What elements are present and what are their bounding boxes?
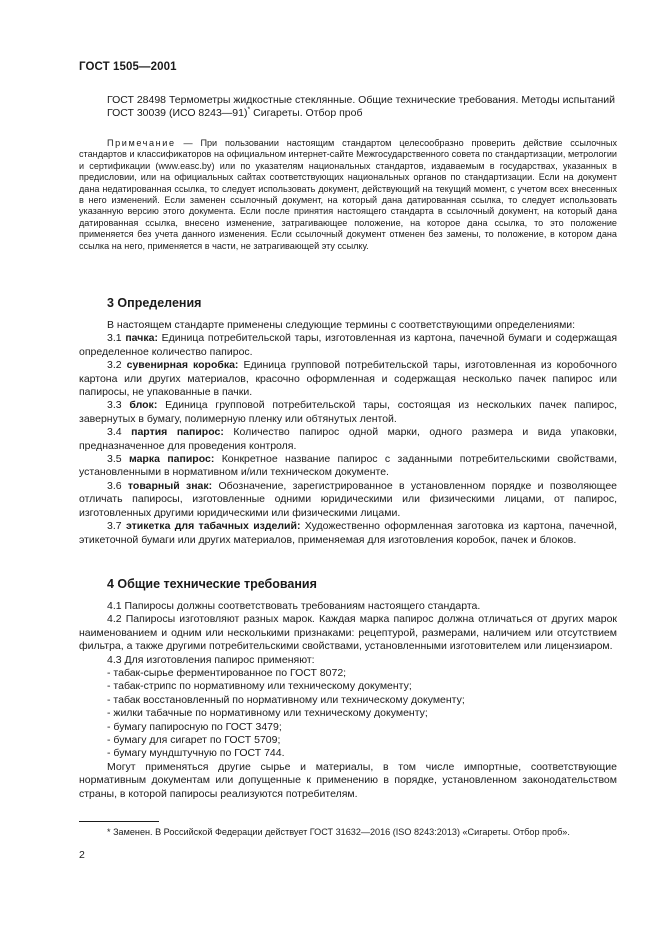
note-paragraph <box>79 138 617 252</box>
reference-item <box>79 107 617 120</box>
list-item: - бумагу для сигарет по ГОСТ 5709; <box>107 734 281 747</box>
note-block <box>79 138 617 252</box>
term-3-1: 3.1 пачка: Единица потребительской тары, изготовленная из картона, пачечной бумаги и содержащая определенное количество папирос. <box>79 332 618 358</box>
list-item: - бумагу папиросную по ГОСТ 3479; <box>107 720 282 733</box>
clause-4-3-other-materials: Могут применяться другие сырье и материалы, в том числе импортные, соответствующие нормативным документам или допущенные к применению в порядке, установленном законодательством страны, в которой папиросы реализуются потребителям. <box>79 760 617 800</box>
clause-4-1: 4.1 Папиросы должны соответствовать требованиям настоящего стандарта. <box>107 600 481 612</box>
list-item: - жилки табачные по нормативному или техническому документу; <box>107 707 428 720</box>
reference-code: ГОСТ 30039 (ИСО 8243—91) <box>107 107 248 120</box>
list-item: - табак-сырье ферментированное по ГОСТ 8072; <box>107 667 347 680</box>
term-3-7: 3.7 этикетка для табачных изделий: Художественно оформленная заготовка из картона, пачечной, этикеточной бумаги или других материалов, применяемая для изготовления коробок, пачек и блоков. <box>79 520 617 546</box>
clause-4-3: 4.3 Для изготовления папирос применяют: <box>107 653 315 666</box>
page-number: 2 <box>79 849 85 861</box>
section-4-heading-wrap <box>79 577 617 591</box>
section-3-heading-wrap <box>79 296 617 310</box>
clause-4-2: 4.2 Папиросы изготовляют разных марок. Каждая марка папирос должна отличаться от других марок наименованием и одним или несколькими признаками: рецептурой, размерами, наличием или отсутствием фильтра, а также другими потребительскими свойствами, установленными изготовителем или лицензиаром. <box>79 613 617 653</box>
footnote-divider <box>79 821 159 822</box>
reference-title: Сигареты. Отбор проб <box>253 107 363 120</box>
term-3-5: 3.5 марка папирос: Конкретное название папирос с заданными потребительскими свойствами, установленными в нормативном и/или техническом документе. <box>79 453 617 479</box>
term-3-6: 3.6 товарный знак: Обозначение, зарегистрированное в установленном порядке и позволяющее отличать папиросы, изготовленные одними юридическими или физическими лицами, от папирос, изготовленных другими юридическими или физическими лицами. <box>79 479 618 519</box>
term-3-4: 3.4 партия папирос: Количество папирос одной марки, одного размера и вида упаковки, предназначенное для проведения контроля. <box>79 426 617 452</box>
term-3-2: 3.2 сувенирная коробка: Единица групповой потребительской тары, изготовленная из коробочного картона или других материалов, красочно оформленная и содержащая несколько пачек папирос или папиросы, не упакованные в пачки. <box>79 359 617 399</box>
footnote-marker: * <box>247 106 251 114</box>
section-3-heading: 3 Определения <box>107 296 202 310</box>
note-label: Примечание <box>107 138 176 148</box>
page-header-code: ГОСТ 1505—2001 <box>79 61 177 73</box>
section-3-intro: В настоящем стандарте применены следующие термины с соответствующими определениями: <box>107 319 576 331</box>
term-3-3: 3.3 блок: Единица групповой потребительской тары, состоящая из нескольких пачек папирос, завернутых в бумагу, полимерную пленку или обтянутых лентой. <box>79 399 617 425</box>
list-item: - бумагу мундштучную по ГОСТ 744. <box>107 747 285 760</box>
materials-list <box>79 667 617 761</box>
section-4-body <box>79 600 617 801</box>
note-text: — При пользовании настоящим стандартом целесообразно проверить действие ссылочных стандартов и классификаторов на официальном интернет-сайте Межгосударственного совета по стандартизации, метрологии и сертификации (www.easc.by) или по указателям национальных стандартов, издаваемым в государствах, указанных в предисловии, или на официальных сайтах соответствующих национальных органов по стандартизации. Если на документ дана недатированная ссылка, то следует использовать документ, действующий на текущий момент, с учетом всех внесенных в него изменений. Если заменен ссылочный документ, на который дана датированная ссылка, то следует использовать указанную версию этого документа. Если после принятия настоящего стандарта в ссылочный документ, на который дана датированная ссылка, внесено изменение, затрагивающее положение, на которое дана ссылка, то это положение применяется без учета данного изменения. Если ссылочный документ отменен без замены, то положение, в котором дана ссылка на него, применяется в части, не затрагивающей эту ссылку. <box>79 138 617 251</box>
list-item: - табак восстановленный по нормативному или техническому документу; <box>107 693 465 706</box>
section-3-body <box>79 319 617 547</box>
list-item: - табак-стрипс по нормативному или техническому документу; <box>107 680 412 693</box>
normative-references <box>79 94 617 121</box>
section-4-heading: 4 Общие технические требования <box>107 577 317 591</box>
footnote-block <box>79 827 617 838</box>
footnote-text: * Заменен. В Российской Федерации действует ГОСТ 31632—2016 (ISO 8243:2013) «Сигареты. Отбор проб». <box>107 827 570 837</box>
reference-item: ГОСТ 28498 Термометры жидкостные стеклянные. Общие технические требования. Методы испытаний <box>107 94 615 106</box>
